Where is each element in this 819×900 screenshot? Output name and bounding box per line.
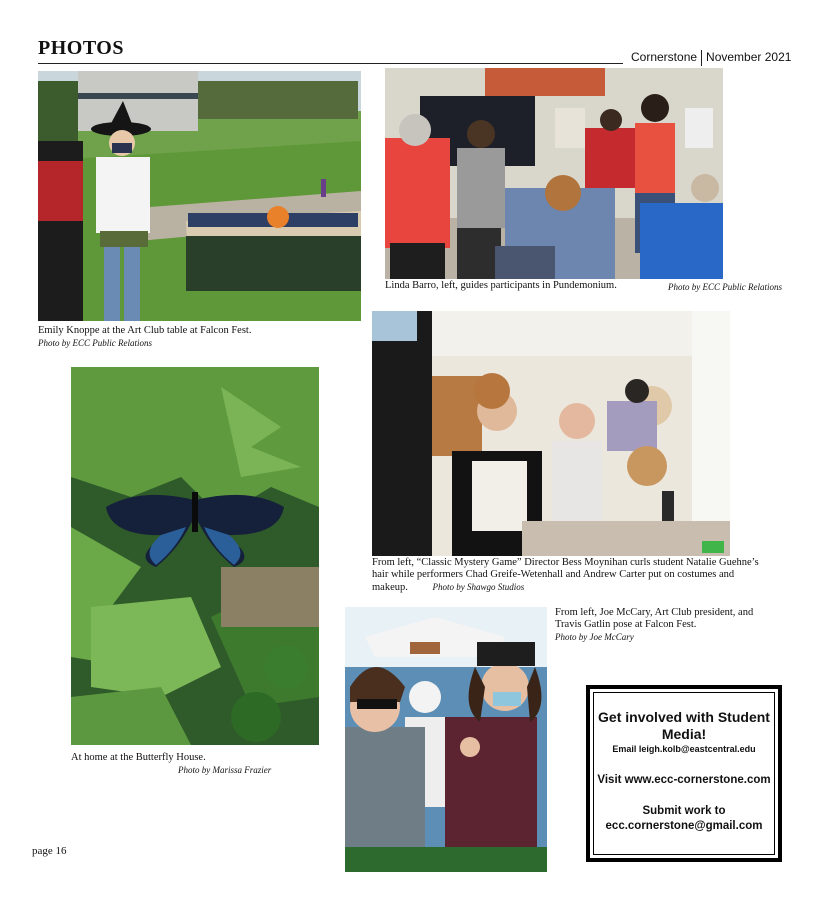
promo-inner <box>593 692 775 855</box>
masthead <box>631 50 791 66</box>
caption-butterfly <box>71 752 301 776</box>
photo-credit: Photo by Marissa Frazier <box>178 765 272 775</box>
photo-art-club-president <box>345 607 547 872</box>
photo-credit: Photo by ECC Public Relations <box>38 338 152 348</box>
promo-submit-email[interactable]: ecc.cornerstone@gmail.com <box>605 820 763 832</box>
section-title: PHOTOS <box>38 37 124 59</box>
masthead-divider <box>701 50 702 66</box>
header-rule <box>38 63 623 64</box>
caption-pundemonium: Linda Barro, left, guides participants in Pundemonium. <box>385 280 617 291</box>
photo-credit: Photo by Shawgo Studios <box>432 582 525 592</box>
caption-text: From left, Joe McCary, Art Club president, and Travis Gatlin pose at Falcon Fest. <box>555 607 754 630</box>
photo-pundemonium <box>385 68 723 279</box>
photo-art-club-table <box>38 71 361 321</box>
promo-website[interactable]: Visit www.ecc-cornerstone.com <box>597 774 771 786</box>
caption-mystery-game <box>372 557 764 594</box>
photo-mystery-game <box>372 311 730 556</box>
caption-text: From left, “Classic Mystery Game” Director Bess Moynihan curls student Natalie Guehne’s hair while performers Chad Greife-Wetenhall and Andrew Carter put on costumes and makeup. <box>372 557 759 593</box>
caption-art-club-president <box>555 607 765 643</box>
promo-submit-line1: Submit work to <box>642 805 726 817</box>
caption-text: Emily Knoppe at the Art Club table at Falcon Fest. <box>38 325 252 336</box>
promo-submit <box>594 804 774 834</box>
promo-heading: Get involved with Student Media! <box>598 709 770 742</box>
page-number: page 16 <box>32 845 67 857</box>
student-media-promo <box>586 685 782 862</box>
publication-name: Cornerstone <box>631 50 698 65</box>
credit-pundemonium: Photo by ECC Public Relations <box>668 282 782 292</box>
photo-butterfly <box>71 367 319 745</box>
issue-date: November 2021 <box>706 50 792 65</box>
promo-email[interactable]: Email leigh.kolb@eastcentral.edu <box>612 744 756 754</box>
photo-credit: Photo by Joe McCary <box>555 632 634 642</box>
caption-text: At home at the Butterfly House. <box>71 752 206 763</box>
caption-art-club-table <box>38 325 368 349</box>
